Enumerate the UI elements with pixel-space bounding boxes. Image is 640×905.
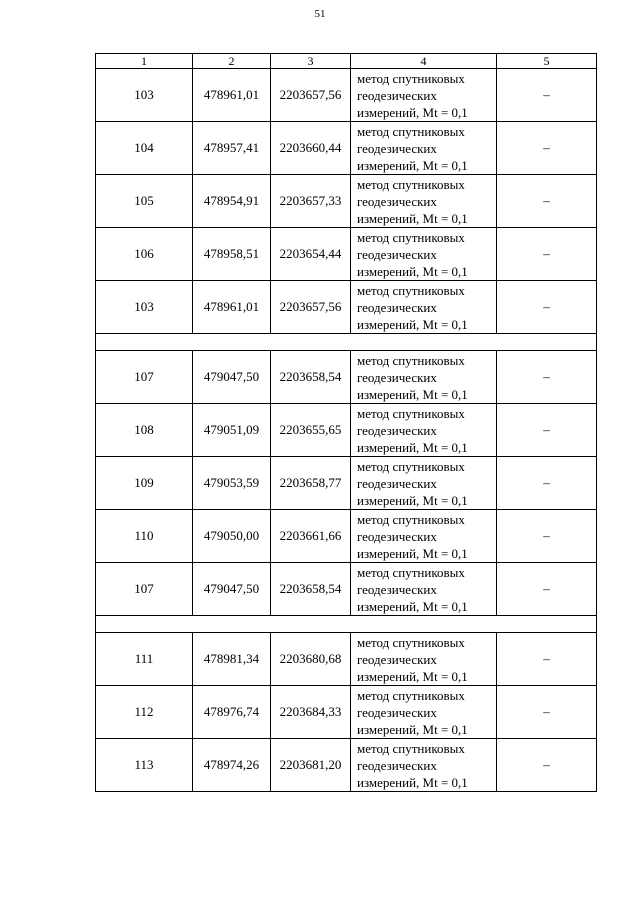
note-cell: – — [497, 510, 597, 563]
method-cell: метод спутниковых геодезических измерений, Mt = 0,1 — [351, 510, 497, 563]
point-number-cell: 113 — [96, 739, 193, 792]
y-coordinate-cell: 2203654,44 — [271, 228, 351, 281]
x-coordinate-cell: 478961,01 — [193, 69, 271, 122]
y-coordinate-cell: 2203657,33 — [271, 175, 351, 228]
point-number-cell: 111 — [96, 633, 193, 686]
note-cell: – — [497, 228, 597, 281]
method-cell: метод спутниковых геодезических измерений, Mt = 0,1 — [351, 281, 497, 334]
y-coordinate-cell: 2203680,68 — [271, 633, 351, 686]
method-cell: метод спутниковых геодезических измерений, Mt = 0,1 — [351, 175, 497, 228]
header-col-2: 2 — [193, 54, 271, 69]
header-row — [96, 54, 597, 69]
x-coordinate-cell: 479047,50 — [193, 563, 271, 616]
point-number-cell: 107 — [96, 563, 193, 616]
note-cell: – — [497, 457, 597, 510]
note-cell: – — [497, 563, 597, 616]
point-number-cell: 105 — [96, 175, 193, 228]
table-row — [96, 686, 597, 739]
y-coordinate-cell: 2203661,66 — [271, 510, 351, 563]
table-row — [96, 510, 597, 563]
note-cell: – — [497, 686, 597, 739]
coordinates-table — [95, 53, 597, 792]
y-coordinate-cell: 2203684,33 — [271, 686, 351, 739]
table-body — [96, 69, 597, 792]
y-coordinate-cell: 2203658,77 — [271, 457, 351, 510]
header-col-5: 5 — [497, 54, 597, 69]
x-coordinate-cell: 479053,59 — [193, 457, 271, 510]
header-col-4: 4 — [351, 54, 497, 69]
table-row — [96, 122, 597, 175]
y-coordinate-cell: 2203657,56 — [271, 281, 351, 334]
table-row — [96, 175, 597, 228]
x-coordinate-cell: 479051,09 — [193, 404, 271, 457]
table-row — [96, 69, 597, 122]
note-cell: – — [497, 281, 597, 334]
method-cell: метод спутниковых геодезических измерений, Mt = 0,1 — [351, 457, 497, 510]
method-cell: метод спутниковых геодезических измерений, Mt = 0,1 — [351, 563, 497, 616]
point-number-cell: 112 — [96, 686, 193, 739]
note-cell: – — [497, 69, 597, 122]
method-cell: метод спутниковых геодезических измерений, Mt = 0,1 — [351, 686, 497, 739]
table-row — [96, 633, 597, 686]
method-cell: метод спутниковых геодезических измерений, Mt = 0,1 — [351, 633, 497, 686]
table-row — [96, 563, 597, 616]
y-coordinate-cell: 2203660,44 — [271, 122, 351, 175]
table-row — [96, 739, 597, 792]
y-coordinate-cell: 2203657,56 — [271, 69, 351, 122]
note-cell: – — [497, 122, 597, 175]
note-cell: – — [497, 351, 597, 404]
table-row — [96, 351, 597, 404]
group-separator-cell — [96, 334, 597, 351]
group-separator-row — [96, 616, 597, 633]
x-coordinate-cell: 478981,34 — [193, 633, 271, 686]
method-cell: метод спутниковых геодезических измерений, Mt = 0,1 — [351, 122, 497, 175]
group-separator-row — [96, 334, 597, 351]
point-number-cell: 109 — [96, 457, 193, 510]
x-coordinate-cell: 478958,51 — [193, 228, 271, 281]
x-coordinate-cell: 479047,50 — [193, 351, 271, 404]
method-cell: метод спутниковых геодезических измерений, Mt = 0,1 — [351, 69, 497, 122]
x-coordinate-cell: 479050,00 — [193, 510, 271, 563]
x-coordinate-cell: 478974,26 — [193, 739, 271, 792]
x-coordinate-cell: 478961,01 — [193, 281, 271, 334]
point-number-cell: 103 — [96, 69, 193, 122]
note-cell: – — [497, 739, 597, 792]
y-coordinate-cell: 2203655,65 — [271, 404, 351, 457]
note-cell: – — [497, 404, 597, 457]
header-col-1: 1 — [96, 54, 193, 69]
point-number-cell: 108 — [96, 404, 193, 457]
table-header — [96, 54, 597, 69]
y-coordinate-cell: 2203658,54 — [271, 351, 351, 404]
point-number-cell: 110 — [96, 510, 193, 563]
table-row — [96, 228, 597, 281]
method-cell: метод спутниковых геодезических измерений, Mt = 0,1 — [351, 351, 497, 404]
header-col-3: 3 — [271, 54, 351, 69]
note-cell: – — [497, 633, 597, 686]
method-cell: метод спутниковых геодезических измерений, Mt = 0,1 — [351, 228, 497, 281]
page-number: 51 — [314, 8, 326, 20]
x-coordinate-cell: 478957,41 — [193, 122, 271, 175]
note-cell: – — [497, 175, 597, 228]
table-row — [96, 281, 597, 334]
table-row — [96, 404, 597, 457]
method-cell: метод спутниковых геодезических измерений, Mt = 0,1 — [351, 739, 497, 792]
point-number-cell: 103 — [96, 281, 193, 334]
table-row — [96, 457, 597, 510]
y-coordinate-cell: 2203681,20 — [271, 739, 351, 792]
x-coordinate-cell: 478954,91 — [193, 175, 271, 228]
group-separator-cell — [96, 616, 597, 633]
point-number-cell: 104 — [96, 122, 193, 175]
x-coordinate-cell: 478976,74 — [193, 686, 271, 739]
y-coordinate-cell: 2203658,54 — [271, 563, 351, 616]
point-number-cell: 106 — [96, 228, 193, 281]
method-cell: метод спутниковых геодезических измерений, Mt = 0,1 — [351, 404, 497, 457]
point-number-cell: 107 — [96, 351, 193, 404]
